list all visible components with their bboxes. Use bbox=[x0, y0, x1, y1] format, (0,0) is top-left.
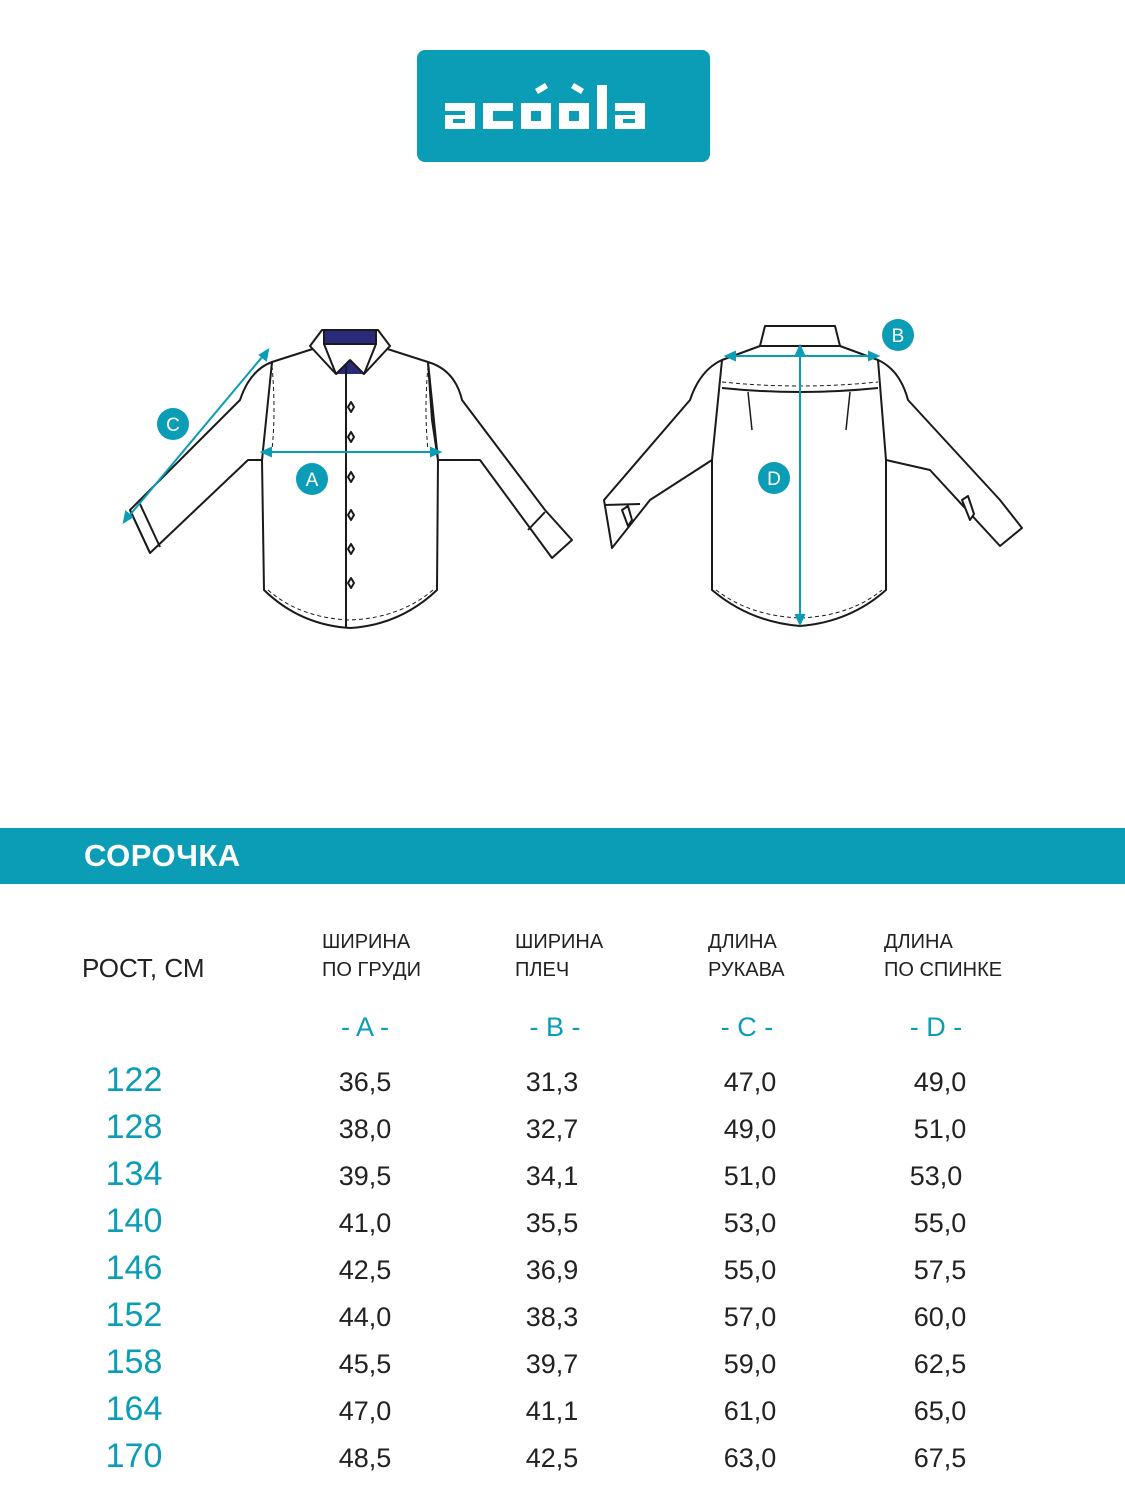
sleeve-length-cell: 55,0 bbox=[723, 1255, 777, 1285]
marker-a bbox=[296, 463, 328, 495]
chest-width-cell: 45,5 bbox=[338, 1349, 392, 1379]
front-right-sleeve bbox=[428, 362, 572, 558]
column-letter-b: - B - bbox=[529, 1012, 581, 1042]
column-header-chest-width: ШИРИНА ПО ГРУДИ bbox=[322, 931, 421, 981]
shoulder-width-cell: 39,7 bbox=[525, 1349, 579, 1379]
sleeve-length-cell: 53,0 bbox=[723, 1208, 777, 1238]
table-row bbox=[0, 1107, 1125, 1154]
svg-text:B: B bbox=[891, 326, 905, 347]
row-header-height: РОСТ, СМ bbox=[82, 953, 205, 983]
chest-width-cell: 48,5 bbox=[338, 1443, 392, 1473]
shoulder-width-cell: 35,5 bbox=[525, 1208, 579, 1238]
sleeve-length-cell: 63,0 bbox=[723, 1443, 777, 1473]
column-letter-c: - C - bbox=[720, 1012, 774, 1042]
column-letter-d: - D - bbox=[909, 1012, 963, 1042]
shoulder-width-cell: 31,3 bbox=[525, 1067, 579, 1097]
table-row bbox=[0, 1436, 1125, 1483]
marker-b bbox=[882, 319, 914, 351]
column-header-back-length: ДЛИНА ПО СПИНКЕ bbox=[884, 931, 1003, 981]
chest-width-cell: 39,5 bbox=[338, 1161, 392, 1191]
chest-width-cell: 41,0 bbox=[338, 1208, 392, 1238]
table-row bbox=[0, 1060, 1125, 1107]
back-length-cell: 51,0 bbox=[913, 1114, 967, 1144]
sleeve-length-cell: 47,0 bbox=[723, 1067, 777, 1097]
height-cell: 134 bbox=[105, 1155, 163, 1193]
chest-width-cell: 38,0 bbox=[338, 1114, 392, 1144]
chest-width-cell: 47,0 bbox=[338, 1396, 392, 1426]
table-row bbox=[0, 1201, 1125, 1248]
chest-width-cell: 42,5 bbox=[338, 1255, 392, 1285]
front-left-sleeve bbox=[130, 362, 272, 553]
shoulder-width-cell: 38,3 bbox=[525, 1302, 579, 1332]
section-banner bbox=[0, 828, 1125, 884]
section-title: СОРОЧКА bbox=[84, 838, 241, 873]
svg-text:C: C bbox=[166, 415, 180, 436]
height-cell: 164 bbox=[105, 1390, 163, 1428]
table-row bbox=[0, 1248, 1125, 1295]
back-length-cell: 65,0 bbox=[913, 1396, 967, 1426]
back-left-sleeve bbox=[604, 360, 722, 548]
sleeve-length-cell: 57,0 bbox=[723, 1302, 777, 1332]
back-length-cell: 55,0 bbox=[913, 1208, 967, 1238]
height-cell: 122 bbox=[105, 1061, 163, 1099]
sleeve-length-cell: 49,0 bbox=[723, 1114, 777, 1144]
shoulder-width-cell: 41,1 bbox=[525, 1396, 579, 1426]
height-cell: 152 bbox=[105, 1296, 163, 1334]
column-header-shoulder-width: ШИРИНА ПЛЕЧ bbox=[515, 931, 604, 981]
shoulder-width-cell: 34,1 bbox=[525, 1161, 579, 1191]
table-row bbox=[0, 1295, 1125, 1342]
height-cell: 140 bbox=[105, 1202, 163, 1240]
table-row bbox=[0, 1389, 1125, 1436]
svg-text:D: D bbox=[767, 469, 781, 490]
marker-c bbox=[157, 408, 189, 440]
chest-width-cell: 36,5 bbox=[338, 1067, 392, 1097]
height-cell: 158 bbox=[105, 1343, 163, 1381]
shoulder-width-cell: 36,9 bbox=[525, 1255, 579, 1285]
chest-width-cell: 44,0 bbox=[338, 1302, 392, 1332]
column-header-sleeve-length: ДЛИНА РУКАВА bbox=[708, 931, 785, 981]
acoola-logo-mark bbox=[439, 81, 689, 131]
height-cell: 146 bbox=[105, 1249, 163, 1287]
back-length-cell: 60,0 bbox=[913, 1302, 967, 1332]
back-length-cell: 67,5 bbox=[913, 1443, 967, 1473]
height-cell: 128 bbox=[105, 1108, 163, 1146]
back-length-cell: 49,0 bbox=[913, 1067, 967, 1097]
column-letter-a: - A - bbox=[340, 1012, 390, 1042]
back-length-cell: 53,0 bbox=[909, 1161, 963, 1191]
svg-text:A: A bbox=[305, 470, 319, 491]
back-length-cell: 57,5 bbox=[913, 1255, 967, 1285]
table-row bbox=[0, 1342, 1125, 1389]
table-row bbox=[0, 1154, 1125, 1201]
back-right-sleeve bbox=[878, 360, 1022, 546]
shirt-diagram bbox=[0, 300, 1125, 660]
height-cell: 170 bbox=[105, 1437, 163, 1475]
sleeve-length-cell: 51,0 bbox=[723, 1161, 777, 1191]
sleeve-length-cell: 59,0 bbox=[723, 1349, 777, 1379]
shoulder-width-cell: 32,7 bbox=[525, 1114, 579, 1144]
marker-d bbox=[758, 462, 790, 494]
shoulder-width-cell: 42,5 bbox=[525, 1443, 579, 1473]
brand-logo bbox=[417, 50, 710, 162]
back-length-cell: 62,5 bbox=[913, 1349, 967, 1379]
sleeve-length-cell: 61,0 bbox=[723, 1396, 777, 1426]
